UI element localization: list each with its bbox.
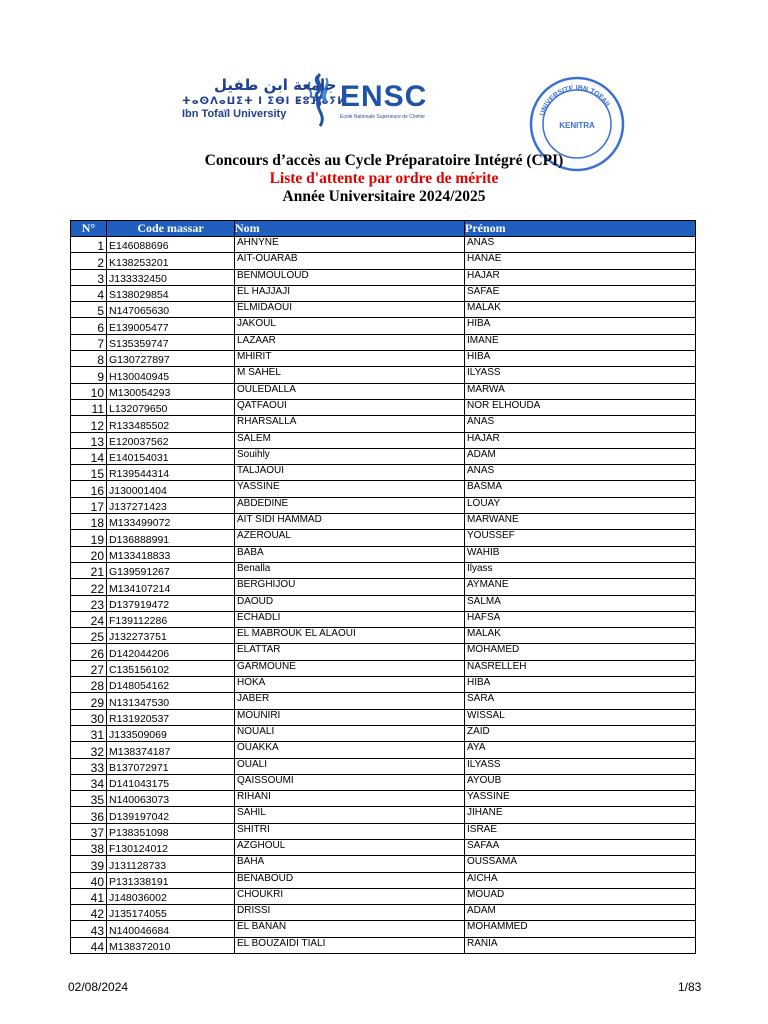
university-tifinagh-name: ⵜⴰⵙⴷⴰⵡⵉⵜ ⵏ ⵉⴱⵏ ⵟⵓⴼⴰⵢⵍ bbox=[182, 96, 347, 107]
ensc-flask-icon bbox=[306, 72, 336, 128]
row-number: 30 bbox=[71, 709, 107, 725]
header-code-massar: Code massar bbox=[107, 221, 235, 237]
row-first-name: ADAM bbox=[465, 905, 696, 921]
table-row bbox=[71, 432, 696, 448]
title-academic-year: Année Universitaire 2024/2025 bbox=[282, 188, 486, 205]
row-first-name: AYOUB bbox=[465, 774, 696, 790]
row-last-name: Benalla bbox=[235, 562, 465, 578]
row-last-name: MHIRIT bbox=[235, 351, 465, 367]
row-number: 5 bbox=[71, 302, 107, 318]
row-code-massar: J132273751 bbox=[107, 628, 235, 644]
row-number: 12 bbox=[71, 416, 107, 432]
table-row bbox=[71, 562, 696, 578]
row-first-name: MOUAD bbox=[465, 888, 696, 904]
row-number: 43 bbox=[71, 921, 107, 937]
header-number: N° bbox=[71, 221, 107, 237]
table-row bbox=[71, 237, 696, 253]
row-first-name: Ilyass bbox=[465, 562, 696, 578]
ensc-subtitle: Ecole Nationale Supérieure de Chimie bbox=[340, 114, 425, 120]
row-number: 4 bbox=[71, 285, 107, 301]
row-last-name: JABER bbox=[235, 693, 465, 709]
row-number: 38 bbox=[71, 839, 107, 855]
row-number: 10 bbox=[71, 383, 107, 399]
row-first-name: MOHAMED bbox=[465, 644, 696, 660]
table-body bbox=[71, 237, 696, 954]
row-number: 21 bbox=[71, 562, 107, 578]
table-row bbox=[71, 383, 696, 399]
row-last-name: YASSINE bbox=[235, 481, 465, 497]
row-number: 2 bbox=[71, 253, 107, 269]
table-row bbox=[71, 937, 696, 953]
row-first-name: JIHANE bbox=[465, 807, 696, 823]
row-code-massar: E140154031 bbox=[107, 448, 235, 464]
row-first-name: WAHIB bbox=[465, 546, 696, 562]
table-row bbox=[71, 823, 696, 839]
row-number: 8 bbox=[71, 351, 107, 367]
table-row bbox=[71, 465, 696, 481]
row-code-massar: E146088696 bbox=[107, 237, 235, 253]
row-first-name: NOR ELHOUDA bbox=[465, 399, 696, 415]
row-first-name: HIBA bbox=[465, 677, 696, 693]
row-last-name: ECHADLI bbox=[235, 611, 465, 627]
row-code-massar: G139591267 bbox=[107, 562, 235, 578]
row-number: 25 bbox=[71, 628, 107, 644]
row-first-name: YASSINE bbox=[465, 791, 696, 807]
stamp-center-text: KENITRA bbox=[559, 121, 595, 130]
row-first-name: HAJAR bbox=[465, 269, 696, 285]
row-number: 42 bbox=[71, 905, 107, 921]
row-code-massar: S135359747 bbox=[107, 334, 235, 350]
row-last-name: M SAHEL bbox=[235, 367, 465, 383]
row-last-name: AZEROUAL bbox=[235, 530, 465, 546]
footer-date: 02/08/2024 bbox=[68, 980, 129, 994]
row-first-name: IMANE bbox=[465, 334, 696, 350]
row-code-massar: E120037562 bbox=[107, 432, 235, 448]
row-first-name: ZAID bbox=[465, 725, 696, 741]
row-code-massar: M134107214 bbox=[107, 579, 235, 595]
row-last-name: CHOUKRI bbox=[235, 888, 465, 904]
row-first-name: OUSSAMA bbox=[465, 856, 696, 872]
table-row bbox=[71, 253, 696, 269]
row-last-name: ELATTAR bbox=[235, 644, 465, 660]
row-code-massar: M133418833 bbox=[107, 546, 235, 562]
row-last-name: OUALI bbox=[235, 758, 465, 774]
row-number: 26 bbox=[71, 644, 107, 660]
row-last-name: GARMOUNE bbox=[235, 660, 465, 676]
row-first-name: AICHA bbox=[465, 872, 696, 888]
table-row bbox=[71, 888, 696, 904]
row-code-massar: N140046684 bbox=[107, 921, 235, 937]
row-code-massar: D142044206 bbox=[107, 644, 235, 660]
row-number: 27 bbox=[71, 660, 107, 676]
header-first-name: Prénom bbox=[465, 221, 696, 237]
row-last-name: DRISSI bbox=[235, 905, 465, 921]
table-row bbox=[71, 644, 696, 660]
row-last-name: Souihly bbox=[235, 448, 465, 464]
row-number: 23 bbox=[71, 595, 107, 611]
row-number: 1 bbox=[71, 237, 107, 253]
row-last-name: SALEM bbox=[235, 432, 465, 448]
table-row bbox=[71, 758, 696, 774]
row-first-name: WISSAL bbox=[465, 709, 696, 725]
row-first-name: ISRAE bbox=[465, 823, 696, 839]
row-code-massar: G130727897 bbox=[107, 351, 235, 367]
row-number: 17 bbox=[71, 497, 107, 513]
table-row bbox=[71, 497, 696, 513]
row-code-massar: D139197042 bbox=[107, 807, 235, 823]
row-number: 11 bbox=[71, 399, 107, 415]
row-code-massar: H130040945 bbox=[107, 367, 235, 383]
row-code-massar: S138029854 bbox=[107, 285, 235, 301]
row-code-massar: D136888991 bbox=[107, 530, 235, 546]
row-number: 9 bbox=[71, 367, 107, 383]
row-number: 15 bbox=[71, 465, 107, 481]
row-last-name: TALJAOUI bbox=[235, 465, 465, 481]
row-number: 32 bbox=[71, 742, 107, 758]
row-last-name: AIT SIDI HAMMAD bbox=[235, 514, 465, 530]
row-code-massar: R131920537 bbox=[107, 709, 235, 725]
row-number: 31 bbox=[71, 725, 107, 741]
row-number: 37 bbox=[71, 823, 107, 839]
footer-page-number: 1/83 bbox=[678, 980, 702, 994]
table-row bbox=[71, 448, 696, 464]
table-row bbox=[71, 611, 696, 627]
row-last-name: BABA bbox=[235, 546, 465, 562]
row-last-name: OULEDALLA bbox=[235, 383, 465, 399]
table-row bbox=[71, 351, 696, 367]
row-number: 22 bbox=[71, 579, 107, 595]
table-row bbox=[71, 399, 696, 415]
row-last-name: HOKA bbox=[235, 677, 465, 693]
table-row bbox=[71, 791, 696, 807]
row-last-name: BERGHIJOU bbox=[235, 579, 465, 595]
title-contest: Concours d’accès au Cycle Préparatoire Intégré (CPI) bbox=[204, 152, 564, 169]
row-last-name: EL HAJJAJI bbox=[235, 285, 465, 301]
row-first-name: ANAS bbox=[465, 465, 696, 481]
row-first-name: ILYASS bbox=[465, 758, 696, 774]
row-last-name: QATFAOUI bbox=[235, 399, 465, 415]
row-code-massar: M138374187 bbox=[107, 742, 235, 758]
row-number: 3 bbox=[71, 269, 107, 285]
table-row bbox=[71, 872, 696, 888]
row-last-name: EL BANAN bbox=[235, 921, 465, 937]
row-code-massar: R133485502 bbox=[107, 416, 235, 432]
row-number: 7 bbox=[71, 334, 107, 350]
header-last-name: Nom bbox=[235, 221, 465, 237]
row-first-name: MALAK bbox=[465, 302, 696, 318]
row-code-massar: P138351098 bbox=[107, 823, 235, 839]
row-last-name: ELMIDAOUI bbox=[235, 302, 465, 318]
row-last-name: NOUALI bbox=[235, 725, 465, 741]
row-code-massar: P131338191 bbox=[107, 872, 235, 888]
table-row bbox=[71, 546, 696, 562]
row-last-name: EL BOUZAIDI TIALI bbox=[235, 937, 465, 953]
row-code-massar: R139544314 bbox=[107, 465, 235, 481]
university-english-name: Ibn Tofaïl University bbox=[182, 108, 287, 120]
table-row bbox=[71, 839, 696, 855]
row-first-name: SALMA bbox=[465, 595, 696, 611]
row-number: 34 bbox=[71, 774, 107, 790]
row-last-name: BENMOULOUD bbox=[235, 269, 465, 285]
row-number: 28 bbox=[71, 677, 107, 693]
table-row bbox=[71, 774, 696, 790]
row-number: 39 bbox=[71, 856, 107, 872]
row-last-name: ABDEDINE bbox=[235, 497, 465, 513]
row-first-name: HIBA bbox=[465, 351, 696, 367]
row-code-massar: D137919472 bbox=[107, 595, 235, 611]
row-code-massar: M138372010 bbox=[107, 937, 235, 953]
table-row bbox=[71, 905, 696, 921]
row-first-name: ADAM bbox=[465, 448, 696, 464]
row-last-name: SHITRI bbox=[235, 823, 465, 839]
row-first-name: SAFAE bbox=[465, 285, 696, 301]
row-code-massar: M133499072 bbox=[107, 514, 235, 530]
row-code-massar: N131347530 bbox=[107, 693, 235, 709]
row-first-name: AYMANE bbox=[465, 579, 696, 595]
row-first-name: HAFSA bbox=[465, 611, 696, 627]
table-row bbox=[71, 318, 696, 334]
row-last-name: AHNYNE bbox=[235, 237, 465, 253]
stamp-ring-text: UNIVERSITE IBN TOFAIL bbox=[539, 84, 612, 117]
ibn-tofail-university-logo bbox=[178, 70, 347, 122]
row-code-massar: K138253201 bbox=[107, 253, 235, 269]
row-last-name: BENABOUD bbox=[235, 872, 465, 888]
row-first-name: SAFAA bbox=[465, 839, 696, 855]
row-code-massar: N140063073 bbox=[107, 791, 235, 807]
table-row bbox=[71, 677, 696, 693]
row-code-massar: D141043175 bbox=[107, 774, 235, 790]
title-waiting-list: Liste d'attente par ordre de mérite bbox=[269, 170, 499, 187]
row-number: 36 bbox=[71, 807, 107, 823]
table-row bbox=[71, 725, 696, 741]
row-code-massar: J131128733 bbox=[107, 856, 235, 872]
row-number: 41 bbox=[71, 888, 107, 904]
row-last-name: BAHA bbox=[235, 856, 465, 872]
table-row bbox=[71, 921, 696, 937]
table-row bbox=[71, 416, 696, 432]
row-code-massar: F139112286 bbox=[107, 611, 235, 627]
row-first-name: SARA bbox=[465, 693, 696, 709]
row-first-name: RANIA bbox=[465, 937, 696, 953]
row-code-massar: J148036002 bbox=[107, 888, 235, 904]
row-code-massar: N147065630 bbox=[107, 302, 235, 318]
row-number: 14 bbox=[71, 448, 107, 464]
row-number: 29 bbox=[71, 693, 107, 709]
row-number: 20 bbox=[71, 546, 107, 562]
table-row bbox=[71, 302, 696, 318]
row-last-name: MOUNIRI bbox=[235, 709, 465, 725]
row-last-name: AZGHOUL bbox=[235, 839, 465, 855]
table-header-row bbox=[71, 221, 696, 237]
row-first-name: ANAS bbox=[465, 237, 696, 253]
table-row bbox=[71, 693, 696, 709]
row-code-massar: F130124012 bbox=[107, 839, 235, 855]
row-number: 24 bbox=[71, 611, 107, 627]
row-last-name: SAHIL bbox=[235, 807, 465, 823]
university-arabic-name: جامعة ابن طفيل bbox=[214, 76, 337, 94]
row-code-massar: J130001404 bbox=[107, 481, 235, 497]
row-first-name: HIBA bbox=[465, 318, 696, 334]
row-first-name: MOHAMMED bbox=[465, 921, 696, 937]
table-row bbox=[71, 595, 696, 611]
row-code-massar: E139005477 bbox=[107, 318, 235, 334]
table-row bbox=[71, 269, 696, 285]
ensc-logo bbox=[300, 68, 450, 130]
row-code-massar: J133509069 bbox=[107, 725, 235, 741]
row-first-name: LOUAY bbox=[465, 497, 696, 513]
row-number: 16 bbox=[71, 481, 107, 497]
row-first-name: AYA bbox=[465, 742, 696, 758]
row-first-name: MALAK bbox=[465, 628, 696, 644]
table-row bbox=[71, 514, 696, 530]
table-row bbox=[71, 285, 696, 301]
table-row bbox=[71, 709, 696, 725]
row-first-name: ANAS bbox=[465, 416, 696, 432]
row-last-name: RHARSALLA bbox=[235, 416, 465, 432]
waiting-list-table bbox=[70, 220, 696, 954]
row-number: 19 bbox=[71, 530, 107, 546]
row-code-massar: C135156102 bbox=[107, 660, 235, 676]
row-last-name: JAKOUL bbox=[235, 318, 465, 334]
table-row bbox=[71, 579, 696, 595]
row-code-massar: B137072971 bbox=[107, 758, 235, 774]
svg-text:UNIVERSITE IBN TOFAIL bbox=[539, 85, 612, 117]
table-row bbox=[71, 481, 696, 497]
table-row bbox=[71, 530, 696, 546]
row-first-name: BASMA bbox=[465, 481, 696, 497]
document-titles bbox=[0, 152, 768, 206]
row-number: 18 bbox=[71, 514, 107, 530]
row-first-name: HAJAR bbox=[465, 432, 696, 448]
row-first-name: HANAE bbox=[465, 253, 696, 269]
row-number: 40 bbox=[71, 872, 107, 888]
row-code-massar: L132079650 bbox=[107, 399, 235, 415]
ensc-wordmark: ENSC bbox=[340, 80, 428, 113]
row-code-massar: D148054162 bbox=[107, 677, 235, 693]
row-number: 13 bbox=[71, 432, 107, 448]
row-code-massar: M130054293 bbox=[107, 383, 235, 399]
row-last-name: LAZAAR bbox=[235, 334, 465, 350]
table-row bbox=[71, 807, 696, 823]
table-row bbox=[71, 628, 696, 644]
row-first-name: MARWA bbox=[465, 383, 696, 399]
row-code-massar: J137271423 bbox=[107, 497, 235, 513]
table-row bbox=[71, 742, 696, 758]
row-last-name: DAOUD bbox=[235, 595, 465, 611]
table-row bbox=[71, 334, 696, 350]
row-last-name: AIT-OUARAB bbox=[235, 253, 465, 269]
table-row bbox=[71, 367, 696, 383]
row-last-name: EL MABROUK EL ALAOUI bbox=[235, 628, 465, 644]
row-last-name: QAISSOUMI bbox=[235, 774, 465, 790]
row-number: 6 bbox=[71, 318, 107, 334]
row-number: 35 bbox=[71, 791, 107, 807]
row-first-name: MARWANE bbox=[465, 514, 696, 530]
row-last-name: RIHANI bbox=[235, 791, 465, 807]
table-row bbox=[71, 660, 696, 676]
row-first-name: NASRELLEH bbox=[465, 660, 696, 676]
row-number: 44 bbox=[71, 937, 107, 953]
row-code-massar: J133332450 bbox=[107, 269, 235, 285]
table-row bbox=[71, 856, 696, 872]
row-last-name: OUAKKA bbox=[235, 742, 465, 758]
row-code-massar: J135174055 bbox=[107, 905, 235, 921]
row-first-name: YOUSSEF bbox=[465, 530, 696, 546]
logos-bar bbox=[0, 60, 768, 150]
row-number: 33 bbox=[71, 758, 107, 774]
row-first-name: ILYASS bbox=[465, 367, 696, 383]
